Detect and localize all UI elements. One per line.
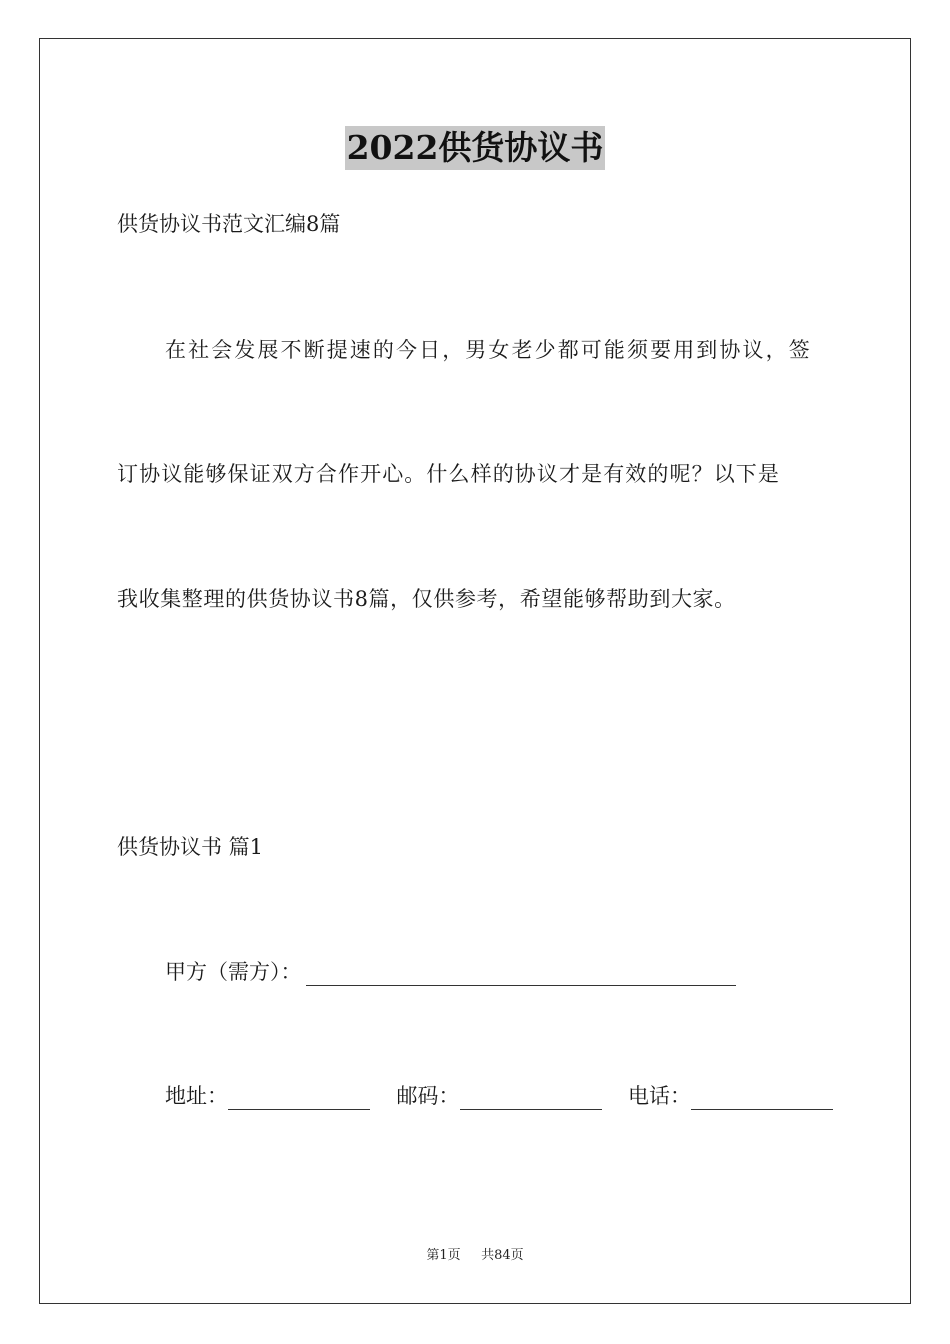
party-a-blank[interactable] bbox=[306, 967, 736, 986]
phone-field bbox=[628, 1082, 833, 1110]
page-number: 第1页 bbox=[426, 1248, 461, 1263]
page-footer bbox=[0, 1247, 950, 1265]
phone-label: 电话： bbox=[628, 1084, 691, 1108]
contact-row bbox=[165, 1082, 833, 1110]
section-heading: 供货协议书 篇1 bbox=[117, 835, 264, 859]
postcode-blank[interactable] bbox=[460, 1091, 602, 1110]
page-total: 共84页 bbox=[481, 1248, 524, 1263]
postcode-field bbox=[397, 1082, 602, 1110]
address-label: 地址： bbox=[165, 1084, 228, 1108]
document-title: 2022供货协议书 bbox=[345, 126, 606, 170]
document-subtitle: 供货协议书范文汇编8篇 bbox=[117, 212, 341, 236]
title-container bbox=[0, 126, 950, 170]
address-blank[interactable] bbox=[228, 1091, 370, 1110]
intro-line-3: 我收集整理的供货协议书8篇，仅供参考，希望能够帮助到大家。 bbox=[117, 587, 736, 611]
intro-line-2: 订协议能够保证双方合作开心。什么样的协议才是有效的呢？以下是 bbox=[117, 462, 780, 486]
party-a-row bbox=[165, 958, 736, 986]
party-a-label: 甲方（需方）： bbox=[165, 960, 302, 984]
address-field bbox=[165, 1082, 370, 1110]
postcode-label: 邮码： bbox=[396, 1084, 460, 1108]
intro-line-1: 在社会发展不断提速的今日，男女老少都可能须要用到协议，签 bbox=[165, 338, 812, 362]
phone-blank[interactable] bbox=[691, 1091, 833, 1110]
